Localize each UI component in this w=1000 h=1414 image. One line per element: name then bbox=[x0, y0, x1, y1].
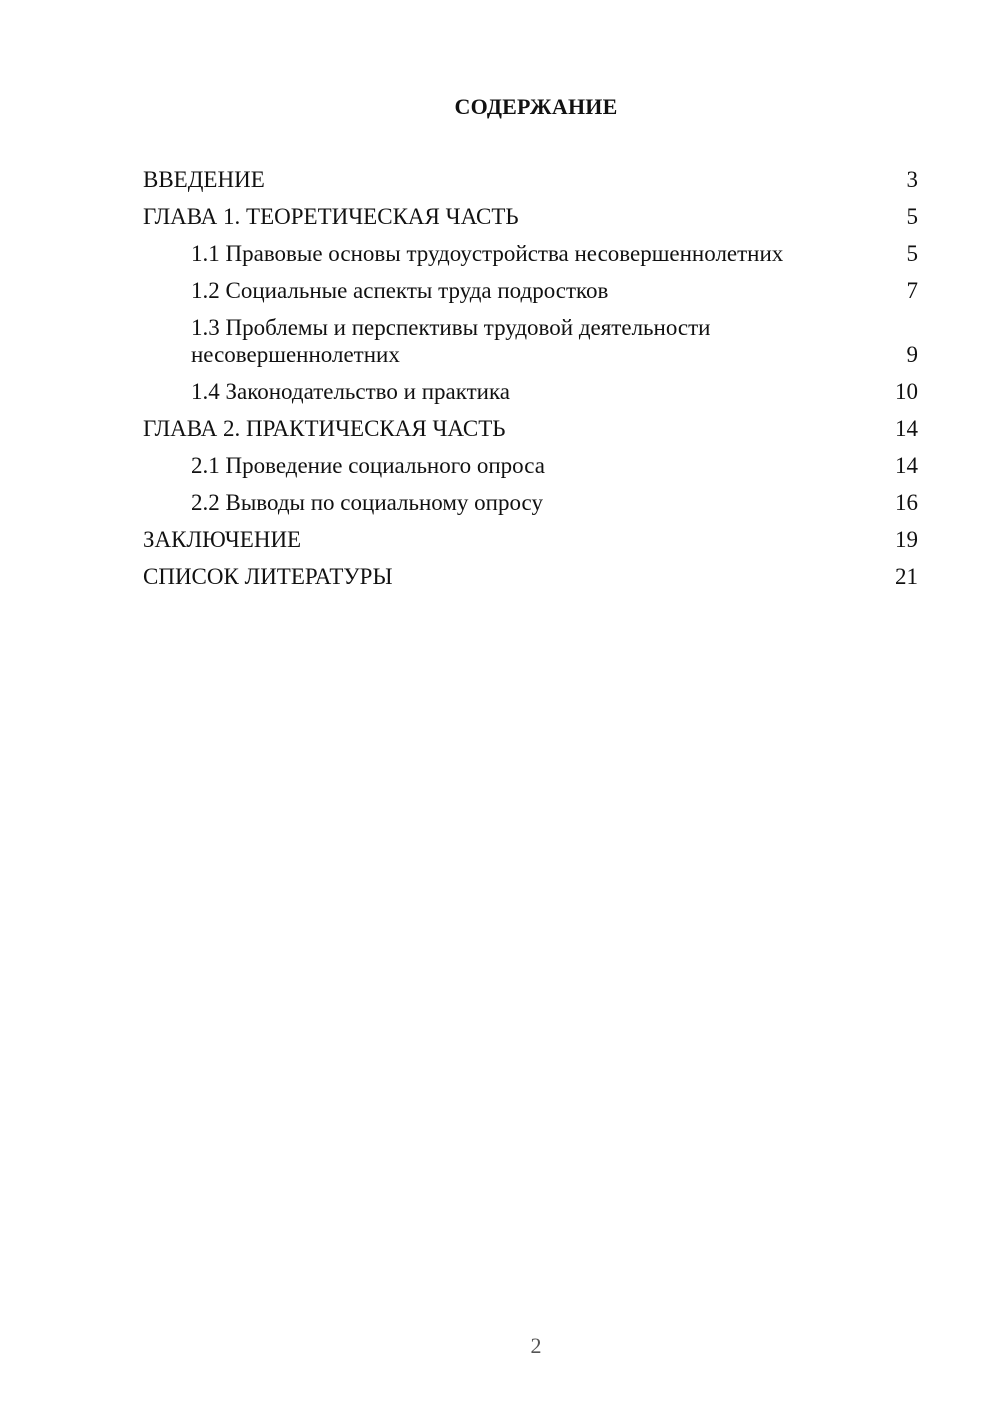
toc-entry-page: 9 bbox=[906, 342, 918, 367]
toc-entry-section-2-2[interactable] bbox=[143, 489, 918, 516]
toc-entry-conclusion[interactable] bbox=[143, 526, 918, 553]
toc-entry-title: СПИСОК ЛИТЕРАТУРЫ bbox=[143, 564, 393, 589]
toc-entry-title: 2.2 Выводы по социальному опросу bbox=[191, 490, 543, 515]
toc-entry-page: 5 bbox=[906, 204, 918, 229]
toc-entry-introduction[interactable] bbox=[143, 166, 918, 193]
toc-entry-title: ЗАКЛЮЧЕНИЕ bbox=[143, 527, 302, 552]
toc-entry-section-1-2[interactable] bbox=[143, 277, 918, 304]
toc-entry-page: 16 bbox=[895, 490, 918, 515]
toc-entry-chapter-1[interactable] bbox=[143, 203, 918, 230]
toc-entry-page: 10 bbox=[895, 379, 918, 404]
toc-entry-section-1-4[interactable] bbox=[143, 378, 918, 405]
toc-entry-title: 1.3 Проблемы и перспективы трудовой деятельности несовершеннолетних bbox=[191, 315, 711, 367]
toc-entry-title: 1.4 Законодательство и практика bbox=[191, 379, 510, 404]
toc-entry-page: 14 bbox=[895, 416, 918, 441]
toc-entry-page: 14 bbox=[895, 453, 918, 478]
page-title: СОДЕРЖАНИЕ bbox=[454, 94, 618, 119]
table-of-contents bbox=[143, 166, 918, 600]
toc-entry-page: 5 bbox=[906, 241, 918, 266]
toc-entry-page: 19 bbox=[895, 527, 918, 552]
toc-entry-title: 2.1 Проведение социального опроса bbox=[191, 453, 545, 478]
toc-entry-section-2-1[interactable] bbox=[143, 452, 918, 479]
toc-entry-title: 1.2 Социальные аспекты труда подростков bbox=[191, 278, 609, 303]
toc-entry-page: 3 bbox=[906, 167, 918, 192]
toc-entry-title: ГЛАВА 2. ПРАКТИЧЕСКАЯ ЧАСТЬ bbox=[143, 416, 506, 441]
page-number: 2 bbox=[530, 1333, 542, 1358]
toc-entry-page: 7 bbox=[906, 278, 918, 303]
toc-entry-chapter-2[interactable] bbox=[143, 415, 918, 442]
toc-entry-section-1-1[interactable] bbox=[143, 240, 918, 267]
toc-entry-section-1-3[interactable] bbox=[143, 314, 918, 368]
toc-entry-title: ГЛАВА 1. ТЕОРЕТИЧЕСКАЯ ЧАСТЬ bbox=[143, 204, 519, 229]
toc-entry-page: 21 bbox=[895, 564, 918, 589]
toc-entry-references[interactable] bbox=[143, 563, 918, 590]
toc-entry-title: ВВЕДЕНИЕ bbox=[143, 167, 265, 192]
toc-entry-title: 1.1 Правовые основы трудоустройства несовершеннолетних bbox=[191, 241, 784, 266]
